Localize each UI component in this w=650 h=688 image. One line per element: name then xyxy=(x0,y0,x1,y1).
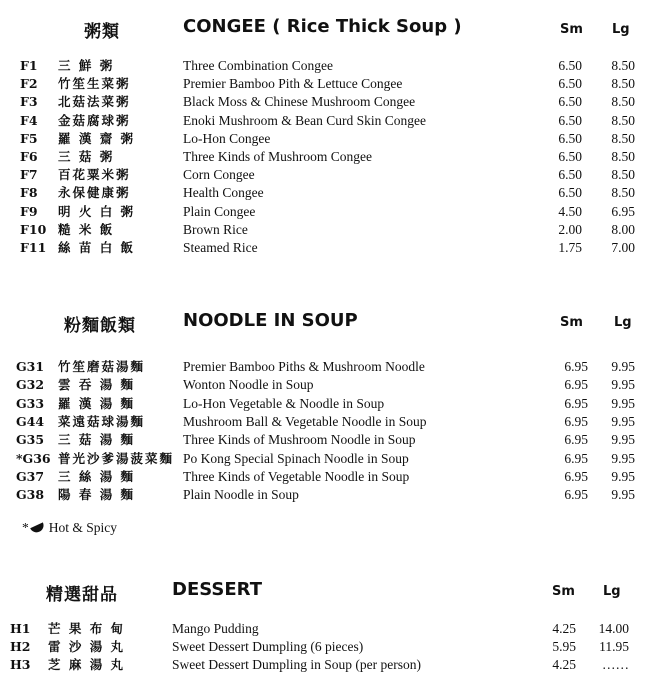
item-name-cn: 陽 春 湯 麵 xyxy=(58,487,136,503)
item-name-en: Plain Noodle in Soup xyxy=(183,487,299,503)
menu-item-row xyxy=(0,376,650,394)
price-large: 9.95 xyxy=(611,487,635,503)
sm-column-header: Sm xyxy=(560,22,583,37)
item-code: G32 xyxy=(16,377,45,393)
price-large: 11.95 xyxy=(599,639,629,654)
item-name-en: Enoki Mushroom & Bean Curd Skin Congee xyxy=(183,112,426,128)
price-small: 6.95 xyxy=(564,395,588,411)
price-small: 6.95 xyxy=(564,450,588,466)
price-small: 6.50 xyxy=(558,149,582,164)
menu-item-row xyxy=(0,93,650,111)
item-name-cn: 菜遠菇球湯麵 xyxy=(58,413,146,429)
item-name-en: Premier Bamboo Pith & Lettuce Congee xyxy=(183,76,403,92)
menu-item-row xyxy=(0,486,650,504)
price-small: 6.95 xyxy=(564,468,588,484)
price-large: 8.50 xyxy=(611,185,635,201)
price-small: 6.95 xyxy=(564,487,588,503)
item-code: G31 xyxy=(16,359,45,374)
item-code: G44 xyxy=(16,413,45,429)
menu-item-row xyxy=(0,166,650,184)
price-small: 6.95 xyxy=(564,359,588,374)
item-name-en: Sweet Dessert Dumpling in Soup (per person) xyxy=(172,657,421,672)
item-code: F4 xyxy=(20,112,38,128)
menu-item-row xyxy=(0,395,650,413)
menu-item-row xyxy=(0,75,650,93)
item-name-en: Three Kinds of Mushroom Noodle in Soup xyxy=(183,432,416,448)
price-large: 6.95 xyxy=(611,203,635,219)
menu-item-row xyxy=(0,413,650,431)
item-name-cn: 絲 苗 白 飯 xyxy=(58,240,136,255)
price-large: 8.50 xyxy=(611,76,635,92)
section-title-en: CONGEE ( Rice Thick Soup ) xyxy=(183,16,462,37)
item-code: F6 xyxy=(20,149,38,164)
menu-item-row xyxy=(0,221,650,239)
price-large: 8.50 xyxy=(611,94,635,110)
section-title-en: DESSERT xyxy=(172,579,262,600)
item-name-en: Lo-Hon Congee xyxy=(183,130,271,146)
item-name-cn: 明 火 白 粥 xyxy=(58,203,136,219)
menu-item-row xyxy=(0,358,650,376)
menu-item-row xyxy=(0,468,650,486)
item-code: G37 xyxy=(16,468,45,484)
item-name-cn: 雲 吞 湯 麵 xyxy=(58,377,136,393)
item-code: F9 xyxy=(20,203,38,219)
price-large: 8.00 xyxy=(611,221,635,237)
price-large: 9.95 xyxy=(611,377,635,393)
item-name-en: Three Kinds of Vegetable Noodle in Soup xyxy=(183,468,410,484)
price-small: 4.25 xyxy=(552,621,576,636)
price-small: 6.95 xyxy=(564,432,588,448)
menu-item-row xyxy=(0,130,650,148)
item-name-cn: 三 鮮 粥 xyxy=(58,58,115,73)
price-small: 6.50 xyxy=(558,130,582,146)
section-title-cn: 精選甜品 xyxy=(46,585,118,605)
item-name-cn: 三 菇 湯 麵 xyxy=(58,432,136,448)
item-name-en: Lo-Hon Vegetable & Noodle in Soup xyxy=(183,395,385,411)
item-code: H1 xyxy=(10,621,31,636)
chili-pepper-icon xyxy=(30,523,46,535)
item-name-en: Po Kong Special Spinach Noodle in Soup xyxy=(183,450,409,466)
menu-item-row xyxy=(0,57,650,75)
price-large: 9.95 xyxy=(611,432,635,448)
menu-item-row xyxy=(0,184,650,202)
item-code: G33 xyxy=(16,395,45,411)
price-small: 6.50 xyxy=(558,185,582,201)
item-name-cn: 雷 沙 湯 丸 xyxy=(48,639,126,654)
item-code: F8 xyxy=(20,185,38,201)
item-code: H3 xyxy=(10,657,31,672)
price-small: 4.25 xyxy=(552,657,576,672)
sm-column-header: Sm xyxy=(552,584,575,599)
item-name-cn: 竹笙生菜粥 xyxy=(58,76,131,92)
sm-column-header: Sm xyxy=(560,315,583,330)
item-name-cn: 百花粟米粥 xyxy=(58,167,131,183)
price-small: 5.95 xyxy=(552,639,576,654)
spicy-note xyxy=(22,520,117,536)
item-name-cn: 三 絲 湯 麵 xyxy=(58,468,136,484)
item-name-en: Health Congee xyxy=(183,185,264,201)
price-large: 9.95 xyxy=(611,450,635,466)
item-code: *G36 xyxy=(16,450,51,466)
menu-item-row xyxy=(0,638,650,656)
item-name-en: Plain Congee xyxy=(183,203,256,219)
item-name-cn: 羅 漢 齋 粥 xyxy=(58,130,136,146)
menu-item-row xyxy=(0,656,650,674)
menu-item-row xyxy=(0,239,650,257)
item-code: F5 xyxy=(20,130,38,146)
item-code: H2 xyxy=(10,639,31,654)
item-name-cn: 三 菇 粥 xyxy=(58,149,115,164)
price-small: 1.75 xyxy=(558,240,582,255)
menu-item-row xyxy=(0,450,650,468)
item-name-cn: 羅 漢 湯 麵 xyxy=(58,395,136,411)
price-large: 7.00 xyxy=(611,240,635,255)
item-code: F10 xyxy=(20,221,47,237)
item-name-cn: 永保健康粥 xyxy=(58,185,131,201)
item-code: F1 xyxy=(20,58,38,73)
item-name-cn: 芝 麻 湯 丸 xyxy=(48,657,126,672)
price-small: 6.95 xyxy=(564,413,588,429)
price-large: 14.00 xyxy=(598,621,629,636)
menu-item-row xyxy=(0,620,650,638)
price-small: 6.95 xyxy=(564,377,588,393)
price-small: 6.50 xyxy=(558,94,582,110)
price-small: 6.50 xyxy=(558,58,582,73)
item-name-en: Three Kinds of Mushroom Congee xyxy=(183,149,372,164)
item-name-en: Three Combination Congee xyxy=(183,58,333,73)
item-name-cn: 北菇法菜粥 xyxy=(58,94,131,110)
item-name-en: Steamed Rice xyxy=(183,240,258,255)
item-code: F2 xyxy=(20,76,38,92)
lg-column-header: Lg xyxy=(612,22,630,37)
price-large: 8.50 xyxy=(611,130,635,146)
section-title-cn: 粥類 xyxy=(84,22,120,42)
note-star: * xyxy=(22,520,29,535)
lg-column-header: Lg xyxy=(603,584,621,599)
item-name-en: Premier Bamboo Piths & Mushroom Noodle xyxy=(183,359,425,374)
price-large: 9.95 xyxy=(611,468,635,484)
price-large: 8.50 xyxy=(611,58,635,73)
price-large: 9.95 xyxy=(611,359,635,374)
section-title-en: NOODLE IN SOUP xyxy=(183,310,358,331)
item-name-en: Black Moss & Chinese Mushroom Congee xyxy=(183,94,416,110)
item-code: G35 xyxy=(16,432,45,448)
price-small: 2.00 xyxy=(558,221,582,237)
item-name-en: Corn Congee xyxy=(183,167,255,183)
item-name-cn: 金菇腐球粥 xyxy=(58,112,131,128)
menu-item-row xyxy=(0,431,650,449)
item-name-en: Mushroom Ball & Vegetable Noodle in Soup xyxy=(183,413,427,429)
menu-item-row xyxy=(0,112,650,130)
item-name-cn: 糙 米 飯 xyxy=(58,221,115,237)
menu-item-row xyxy=(0,148,650,166)
price-large: 8.50 xyxy=(611,112,635,128)
price-small: 6.50 xyxy=(558,112,582,128)
lg-column-header: Lg xyxy=(614,315,632,330)
price-large: 8.50 xyxy=(611,167,635,183)
item-name-cn: 芒 果 布 甸 xyxy=(48,621,126,636)
price-small: 6.50 xyxy=(558,76,582,92)
menu-item-row xyxy=(0,203,650,221)
item-name-en: Wonton Noodle in Soup xyxy=(183,377,314,393)
item-name-en: Mango Pudding xyxy=(172,621,259,636)
price-small: 4.50 xyxy=(558,203,582,219)
item-code: F7 xyxy=(20,167,38,183)
section-title-cn: 粉麵飯類 xyxy=(64,316,136,336)
item-name-en: Brown Rice xyxy=(183,221,248,237)
item-name-en: Sweet Dessert Dumpling (6 pieces) xyxy=(172,639,364,654)
price-large: 9.95 xyxy=(611,395,635,411)
price-small: 6.50 xyxy=(558,167,582,183)
item-code: F11 xyxy=(20,240,47,255)
price-large: …… xyxy=(602,657,629,672)
item-code: G38 xyxy=(16,487,45,503)
item-name-cn: 竹笙磨菇湯麵 xyxy=(58,359,146,374)
price-large: 8.50 xyxy=(611,149,635,164)
item-name-cn: 普光沙爹湯菠菜麵 xyxy=(58,450,175,466)
note-text: Hot & Spicy xyxy=(48,520,118,535)
item-code: F3 xyxy=(20,94,38,110)
price-large: 9.95 xyxy=(611,413,635,429)
